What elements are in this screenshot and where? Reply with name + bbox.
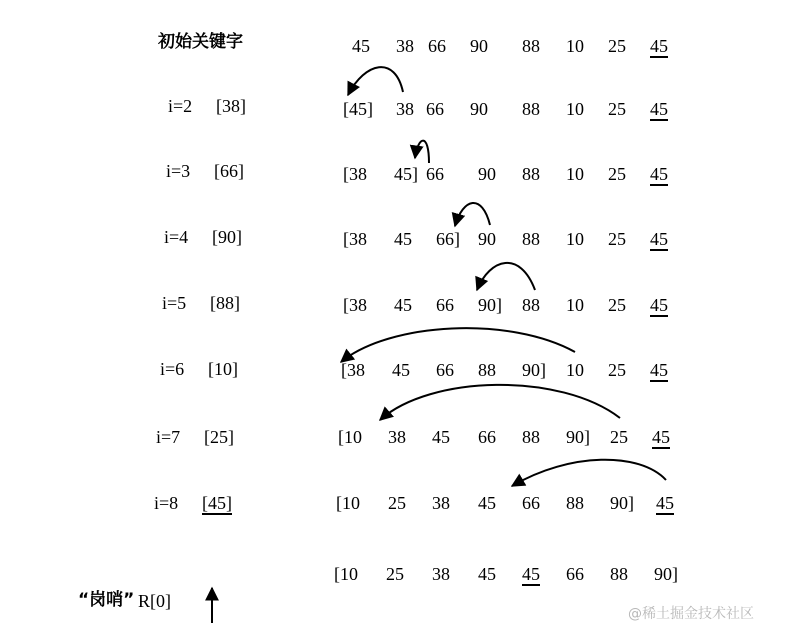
initial-key: 25 [608,36,626,56]
row-cell-underlined: 45 [650,295,668,315]
row-cell: 25 [608,164,626,184]
row-cell: 25 [608,360,626,380]
row-cell-underlined: 45 [650,99,668,119]
initial-key: 10 [566,36,584,56]
row-cell: 88 [478,360,496,380]
row-cell: 90] [478,295,502,315]
final-cell-underlined: 45 [522,564,540,584]
arrow-row-i3 [415,141,429,163]
row-cell: 90] [522,360,546,380]
row-cell: 66 [436,360,454,380]
row-cell: 25 [608,295,626,315]
final-cell: 38 [432,564,450,584]
row-cell: 45 [392,360,410,380]
step-key: [90] [212,227,242,247]
sentinel-ref: R[0] [138,591,171,611]
row-cell: 45 [394,295,412,315]
final-cell: 66 [566,564,584,584]
row-cell: [10 [338,427,362,447]
row-cell: 45 [394,229,412,249]
row-cell: 25 [608,99,626,119]
step-key-underlined: [45] [202,493,232,513]
step-key: [10] [208,359,238,379]
step-key: [88] [210,293,240,313]
row-cell: 66 [522,493,540,513]
row-cell: 10 [566,99,584,119]
arrow-row-i8 [512,460,666,486]
step-key: [66] [214,161,244,181]
final-cell: 25 [386,564,404,584]
step-index: i=4 [164,227,189,247]
step-key: [25] [204,427,234,447]
row-cell-underlined: 45 [656,493,674,513]
row-cell: 25 [610,427,628,447]
row-cell: [38 [341,360,365,380]
row-cell: [10 [336,493,360,513]
row-cell: 10 [566,164,584,184]
row-cell: 45 [478,493,496,513]
row-cell: [38 [343,295,367,315]
row-cell: 90] [566,427,590,447]
row-cell: 66 [426,164,444,184]
row-cell: 45] [394,164,418,184]
initial-key: 45 [352,36,370,56]
row-cell: [38 [343,164,367,184]
row-cell: 88 [522,229,540,249]
arrow-row-i2 [348,67,403,95]
row-cell: [45] [343,99,373,119]
final-cell: 88 [610,564,628,584]
row-cell: 90 [478,229,496,249]
initial-key: 90 [470,36,488,56]
row-cell: 10 [566,360,584,380]
step-key: [38] [216,96,246,116]
initial-keys-label: 初始关键字 [158,32,243,52]
step-index: i=3 [166,161,191,181]
row-cell-underlined: 45 [650,164,668,184]
row-cell: 38 [396,99,414,119]
row-cell: 25 [388,493,406,513]
row-cell: 88 [566,493,584,513]
initial-key: 66 [428,36,446,56]
row-cell: 88 [522,99,540,119]
final-cell: 90] [654,564,678,584]
row-cell: 88 [522,427,540,447]
row-cell: 25 [608,229,626,249]
row-cell: 66 [478,427,496,447]
row-cell-underlined: 45 [652,427,670,447]
arrow-row-i6 [341,328,575,362]
row-cell: 88 [522,164,540,184]
initial-key: 88 [522,36,540,56]
row-cell: 38 [432,493,450,513]
row-cell: 90] [610,493,634,513]
row-cell-underlined: 45 [650,360,668,380]
step-index: i=7 [156,427,181,447]
step-index: i=8 [154,493,179,513]
final-cell: 45 [478,564,496,584]
final-cell: [10 [334,564,358,584]
row-cell: 66] [436,229,460,249]
initial-key: 38 [396,36,414,56]
row-cell-underlined: 45 [650,229,668,249]
step-index: i=5 [162,293,187,313]
row-cell: 88 [522,295,540,315]
arrow-row-i7 [380,385,620,420]
arrow-row-i4 [455,203,490,226]
step-index: i=2 [168,96,193,116]
row-cell: 90 [470,99,488,119]
row-cell: 38 [388,427,406,447]
row-cell: 90 [478,164,496,184]
row-cell: 66 [426,99,444,119]
initial-key-underlined: 45 [650,36,668,56]
watermark: @稀土掘金技术社区 [628,606,754,622]
row-cell: [38 [343,229,367,249]
row-cell: 66 [436,295,454,315]
step-index: i=6 [160,359,185,379]
arrow-row-i5 [477,263,535,290]
row-cell: 45 [432,427,450,447]
row-cell: 10 [566,229,584,249]
row-cell: 10 [566,295,584,315]
sentinel-label: “岗哨” [78,590,135,610]
